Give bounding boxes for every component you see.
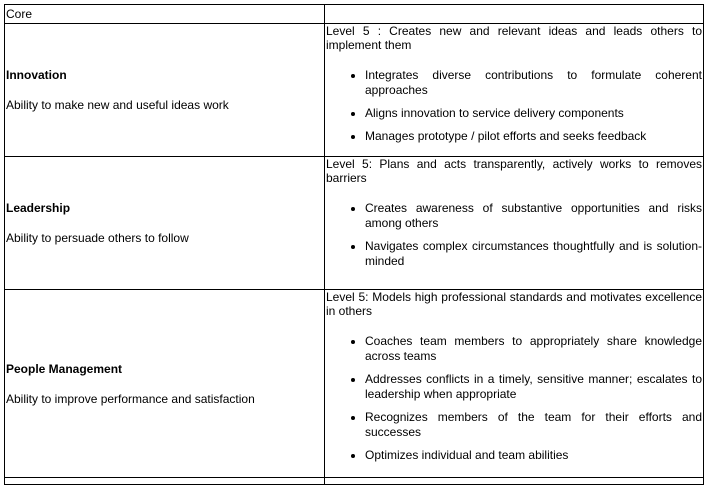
- list-item: • Recognizes members of the team for their efforts and successes: [365, 410, 702, 440]
- table-row: [5, 157, 704, 290]
- behavior-list: [326, 68, 702, 144]
- list-item: • Addresses conflicts in a timely, sensitive manner; escalates to leadership when appropriate: [365, 372, 702, 402]
- level-cell: [325, 24, 704, 157]
- list-item: • Integrates diverse contributions to formulate coherent approaches: [365, 68, 702, 98]
- table-row: [5, 290, 704, 478]
- empty-cell: [5, 478, 325, 485]
- level-statement: Level 5: Models high professional standards and motivates excellence in others: [326, 290, 702, 318]
- list-item: • Manages prototype / pilot efforts and seeks feedback: [365, 129, 702, 144]
- competency-cell: [5, 157, 325, 290]
- level-statement: Level 5 : Creates new and relevant ideas and leads others to implement them: [326, 24, 702, 52]
- table-row-partial: [5, 478, 704, 485]
- competency-description: Ability to improve performance and satisfaction: [6, 391, 255, 406]
- list-item: • Optimizes individual and team abilities: [365, 448, 702, 463]
- level-statement: Level 5: Plans and acts transparently, actively works to removes barriers: [326, 157, 702, 185]
- competency-table: [4, 4, 704, 485]
- competency-description: Ability to persuade others to follow: [6, 231, 189, 245]
- competency-description: Ability to make new and useful ideas work: [6, 98, 229, 112]
- header-cell: Core: [5, 5, 325, 24]
- list-item: • Creates awareness of substantive opportunities and risks among others: [365, 201, 702, 231]
- table-row: [5, 24, 704, 157]
- list-item: • Coaches team members to appropriately share knowledge across teams: [365, 334, 702, 364]
- behavior-list: [326, 334, 702, 463]
- competency-name: People Management: [6, 361, 123, 376]
- list-item: • Navigates complex circumstances thoughtfully and is solution-minded: [365, 239, 702, 269]
- competency-cell: [5, 290, 325, 478]
- header-cell-empty: [325, 5, 704, 24]
- level-cell: [325, 157, 704, 290]
- empty-cell: [325, 478, 704, 485]
- level-cell: [325, 290, 704, 478]
- table-header-row: [5, 5, 704, 24]
- competency-name: Leadership: [6, 201, 71, 215]
- list-item: • Aligns innovation to service delivery components: [365, 106, 702, 121]
- behavior-list: [326, 201, 702, 269]
- competency-cell: [5, 24, 325, 157]
- competency-name: Innovation: [6, 68, 67, 82]
